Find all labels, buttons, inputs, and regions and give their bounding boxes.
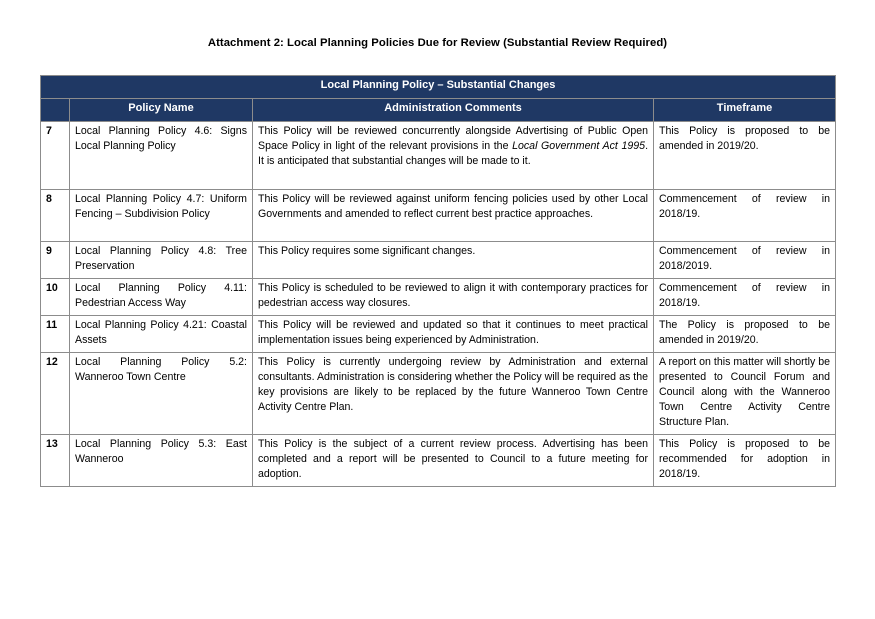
timeframe: Commencement of review in 2018/2019.	[654, 242, 836, 279]
timeframe: The Policy is proposed to be amended in 2019/20.	[654, 316, 836, 353]
policy-name: Local Planning Policy 4.6: Signs Local Planning Policy	[70, 122, 253, 190]
policy-name: Local Planning Policy 5.3: East Wanneroo	[70, 435, 253, 487]
timeframe: Commencement of review in 2018/19.	[654, 190, 836, 242]
table-row	[41, 242, 836, 279]
policy-name: Local Planning Policy 4.21: Coastal Assets	[70, 316, 253, 353]
row-number: 8	[41, 190, 70, 242]
administration-comment: This Policy will be reviewed against uniform fencing policies used by other Local Governments and amended to reflect current best practice approaches.	[253, 190, 654, 242]
row-number: 10	[41, 279, 70, 316]
table-row	[41, 316, 836, 353]
header-policy-name: Policy Name	[70, 99, 253, 122]
timeframe: A report on this matter will shortly be presented to Council Forum and Council along with the Wanneroo Town Centre Activity Centre Structure Plan.	[654, 353, 836, 435]
policy-review-table	[40, 75, 836, 487]
timeframe: This Policy is proposed to be recommended for adoption in 2018/19.	[654, 435, 836, 487]
table-row	[41, 353, 836, 435]
row-number: 7	[41, 122, 70, 190]
table-row	[41, 190, 836, 242]
administration-comment	[253, 122, 654, 190]
table-banner-row	[41, 76, 836, 99]
policy-name: Local Planning Policy 5.2: Wanneroo Town Centre	[70, 353, 253, 435]
policy-name: Local Planning Policy 4.11: Pedestrian Access Way	[70, 279, 253, 316]
comment-text: This Policy will be reviewed concurrently alongside Advertising of Public Open Space Policy in light of the relevant provisions in the	[258, 125, 648, 152]
table-banner: Local Planning Policy – Substantial Changes	[41, 76, 836, 99]
administration-comment: This Policy is the subject of a current review process. Advertising has been completed and a report will be presented to Council to a future meeting for adoption.	[253, 435, 654, 487]
comment-act-name: Local Government Act 1995	[512, 140, 646, 152]
administration-comment: This Policy requires some significant changes.	[253, 242, 654, 279]
comment-text: . It is anticipated that substantial changes will be made to it.	[258, 140, 649, 167]
row-number: 11	[41, 316, 70, 353]
table-header-row	[41, 99, 836, 122]
table-row	[41, 122, 836, 190]
administration-comment: This Policy is currently undergoing review by Administration and external consultants. Administration is considering whether the Policy will be required as the key provisions are likely to be replaced by the future Wanneroo Town Centre Activity Centre Plan.	[253, 353, 654, 435]
policy-name: Local Planning Policy 4.8: Tree Preservation	[70, 242, 253, 279]
page-title: Attachment 2: Local Planning Policies Due for Review (Substantial Review Required)	[207, 37, 668, 49]
header-timeframe: Timeframe	[654, 99, 836, 122]
header-number	[41, 99, 70, 122]
administration-comment: This Policy is scheduled to be reviewed to align it with contemporary practices for pedestrian access way closures.	[253, 279, 654, 316]
header-administration-comments: Administration Comments	[253, 99, 654, 122]
row-number: 9	[41, 242, 70, 279]
row-number: 12	[41, 353, 70, 435]
row-number: 13	[41, 435, 70, 487]
timeframe: Commencement of review in 2018/19.	[654, 279, 836, 316]
administration-comment: This Policy will be reviewed and updated so that it continues to meet practical implementation issues being experienced by Administration.	[253, 316, 654, 353]
timeframe: This Policy is proposed to be amended in 2019/20.	[654, 122, 836, 190]
table-row	[41, 279, 836, 316]
table-row	[41, 435, 836, 487]
policy-name: Local Planning Policy 4.7: Uniform Fencing – Subdivision Policy	[70, 190, 253, 242]
